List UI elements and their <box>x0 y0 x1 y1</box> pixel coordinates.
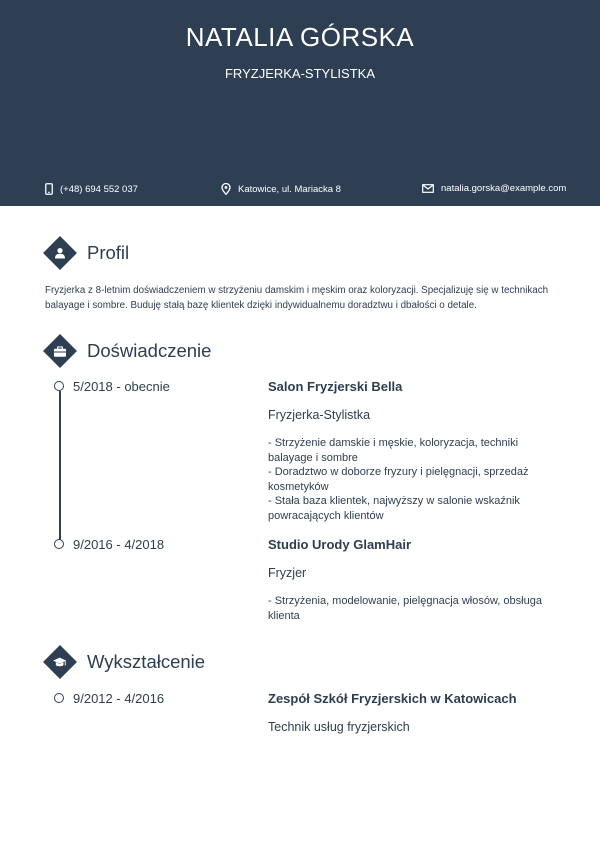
experience-heading <box>43 339 211 363</box>
description-bullet: - Strzyżenia, modelowanie, pielęgnacja włosów, obsługa klienta <box>268 595 542 622</box>
experience-position: Fryzjer <box>268 566 307 580</box>
experience-badge <box>43 334 77 368</box>
profile-heading <box>43 241 129 265</box>
person-name: NATALIA GÓRSKA <box>185 22 415 52</box>
contact-phone[interactable] <box>45 183 138 195</box>
education-school: Zespół Szkół Fryzjerskich w Katowicach <box>268 691 517 706</box>
experience-date: 5/2018 - obecnie <box>73 379 170 394</box>
experience-company: Salon Fryzjerski Bella <box>268 379 403 394</box>
location-icon <box>221 183 231 195</box>
person-icon <box>54 247 66 259</box>
experience-company: Studio Urody GlamHair <box>268 537 412 552</box>
description-bullet: - Stała baza klientek, najwyższy w salonie wskaźnik powracających klientów <box>268 495 520 522</box>
header <box>0 0 600 206</box>
email-address: natalia.gorska@example.com <box>441 183 567 194</box>
experience-date: 9/2016 - 4/2018 <box>73 537 165 552</box>
profile-text: Fryzjerka z 8-letnim doświadczeniem w strzyżeniu damskim i męskim oraz koloryzacji. Specjalizuję się w technikach balayage i sombre. Buduję stałą bazę klientek dzięki indywidualnemu doradztwu i dbałości o detale. <box>45 285 549 311</box>
address: Katowice, ul. Mariacka 8 <box>238 183 341 195</box>
education-title: Wykształcenie <box>87 651 206 672</box>
profile-title: Profil <box>87 242 130 263</box>
timeline-dot <box>54 539 64 549</box>
timeline-dot <box>54 693 64 703</box>
experience-description <box>268 436 553 523</box>
email-icon <box>422 184 434 193</box>
profile-badge <box>43 236 77 270</box>
experience-title: Doświadczenie <box>87 340 212 361</box>
briefcase-icon <box>54 346 67 357</box>
education-degree: Technik usług fryzjerskich <box>268 720 410 734</box>
timeline-dot <box>54 381 64 391</box>
phone-number: (+48) 694 552 037 <box>60 183 138 195</box>
education-heading <box>43 650 205 674</box>
graduation-cap-icon <box>53 657 67 668</box>
education-date: 9/2012 - 4/2016 <box>73 691 165 706</box>
experience-description <box>268 594 553 623</box>
phone-icon <box>45 183 53 195</box>
education-badge <box>43 645 77 679</box>
contact-email[interactable] <box>422 183 566 194</box>
description-bullet: - Doradztwo w doborze fryzury i pielęgnacji, sprzedaż kosmetyków <box>268 466 529 493</box>
job-title: FRYZJERKA-STYLISTKA <box>224 66 375 81</box>
description-bullet: - Strzyżenie damskie i męskie, koloryzacja, techniki balayage i sombre <box>268 437 519 464</box>
contact-address <box>221 183 341 195</box>
experience-position: Fryzjerka-Stylistka <box>268 408 371 422</box>
timeline-line <box>59 391 61 544</box>
